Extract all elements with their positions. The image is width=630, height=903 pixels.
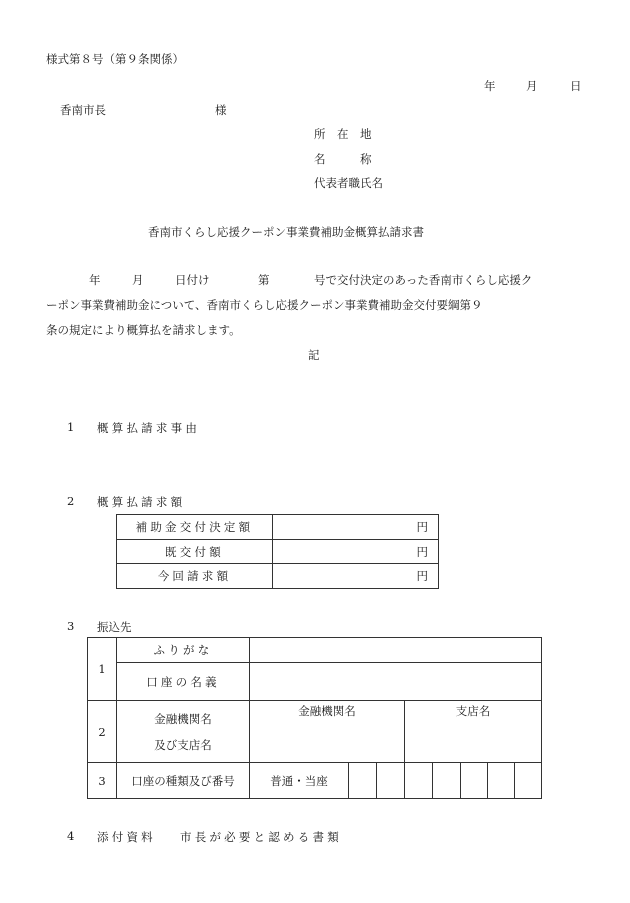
applicant-name-label: 名 称: [314, 152, 372, 166]
body-year: 年: [89, 273, 101, 287]
amount-unit: 円: [273, 515, 439, 540]
section2-title: 概算払請求額: [97, 495, 186, 509]
applicant-address-label: 所 在 地: [314, 127, 372, 141]
bank-label-line1: 金融機関名: [154, 711, 212, 726]
furigana-value[interactable]: [250, 638, 542, 663]
section1-title: 概算払請求事由: [97, 421, 201, 435]
account-digit-cell[interactable]: [461, 763, 488, 799]
account-holder-value[interactable]: [250, 663, 542, 701]
row-number: 2: [88, 701, 117, 763]
row-number: 1: [88, 638, 117, 701]
account-digit-cell[interactable]: [377, 763, 405, 799]
account-digit-cell[interactable]: [515, 763, 542, 799]
account-digit-cell[interactable]: [433, 763, 461, 799]
amount-unit: 円: [273, 540, 439, 564]
table-row: [117, 515, 439, 540]
form-number: 様式第８号（第９条関係）: [46, 52, 184, 66]
account-holder-label: 口座の名義: [117, 663, 250, 701]
row-number: 3: [88, 763, 117, 799]
section4-value: 市長が必要と認める書類: [180, 830, 342, 844]
body-line1-rest: 号で交付決定のあった香南市くらし応援ク: [314, 273, 533, 287]
furigana-label: ふりがな: [117, 638, 250, 663]
section4-title: 添付資料: [97, 830, 156, 844]
account-digit-cell[interactable]: [405, 763, 433, 799]
bank-branch-label: [117, 701, 250, 763]
branch-name-cell[interactable]: 支店名: [405, 701, 542, 763]
section4-number: 4: [67, 829, 75, 843]
table-row: [88, 763, 542, 799]
body-line3: 条の規定により概算払を請求します。: [46, 323, 241, 337]
bank-table: [87, 637, 542, 799]
section1-number: 1: [67, 420, 75, 434]
bank-name-cell[interactable]: 金融機関名: [250, 701, 405, 763]
table-row: [88, 663, 542, 701]
amount-label: 既交付額: [117, 540, 273, 564]
table-row: [88, 638, 542, 663]
body-dated: 日付け: [175, 273, 210, 287]
body-no: 第: [258, 273, 270, 287]
addressee-name: 香南市長: [60, 103, 106, 117]
amount-label: 今回請求額: [117, 564, 273, 589]
table-row: [117, 564, 439, 589]
body-month: 月: [132, 273, 144, 287]
applicant-rep-label: 代表者職氏名: [314, 176, 383, 190]
section3-title: 振込先: [97, 620, 132, 634]
account-digit-cell[interactable]: [349, 763, 377, 799]
date-day: 日: [570, 79, 582, 93]
table-row: [88, 701, 542, 763]
date-year: 年: [484, 79, 496, 93]
account-type-value[interactable]: 普通・当座: [250, 763, 349, 799]
document-title: 香南市くらし応援クーポン事業費補助金概算払請求書: [148, 225, 424, 239]
account-type-label: 口座の種類及び番号: [117, 763, 250, 799]
body-line2: ーポン事業費補助金について、香南市くらし応援クーポン事業費補助金交付要綱第９: [46, 298, 483, 312]
amount-unit: 円: [273, 564, 439, 589]
date-month: 月: [526, 79, 538, 93]
ki-marker: 記: [308, 348, 320, 362]
bank-label-line2: 及び支店名: [154, 737, 212, 752]
section3-number: 3: [67, 619, 75, 633]
amount-label: 補助金交付決定額: [117, 515, 273, 540]
amount-table: [116, 514, 439, 589]
account-digit-cell[interactable]: [488, 763, 515, 799]
table-row: [117, 540, 439, 564]
addressee-honorific: 様: [215, 103, 227, 117]
section2-number: 2: [67, 494, 75, 508]
